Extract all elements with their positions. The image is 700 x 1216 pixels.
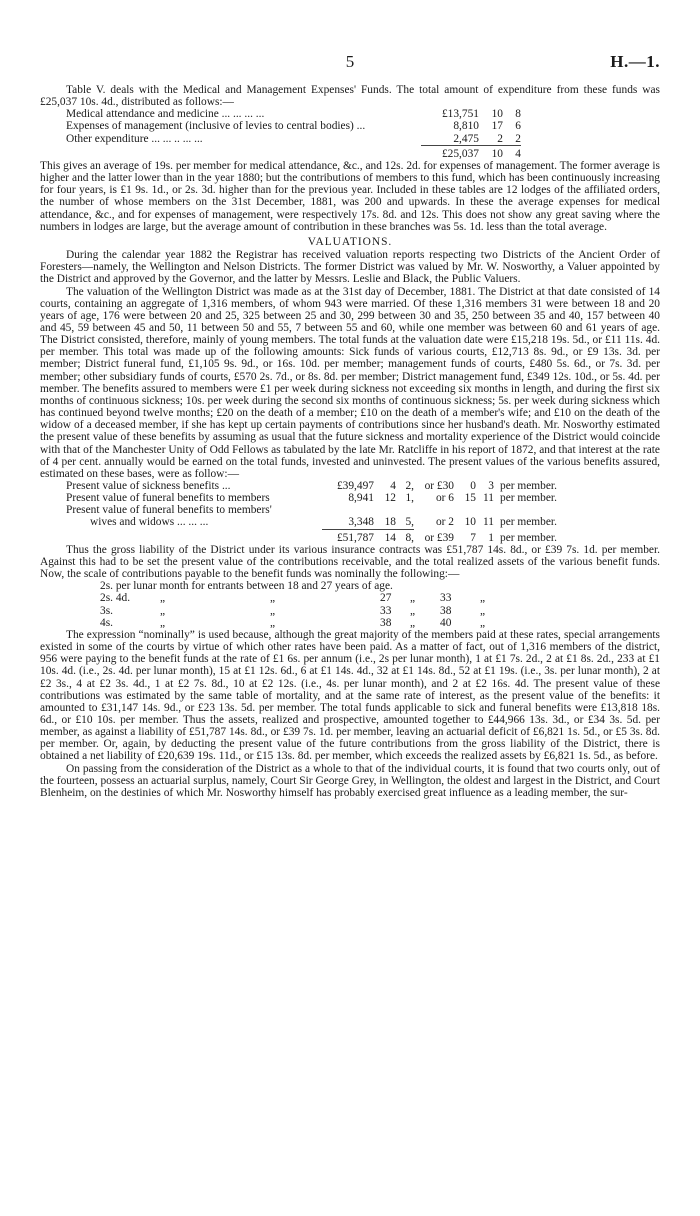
row-shillings: 2	[497, 132, 503, 145]
total-pounds: £25,037	[441, 147, 479, 160]
ditto-mark: „	[270, 604, 276, 617]
table-row	[66, 492, 557, 504]
row-per-shillings: 15	[464, 492, 476, 505]
table-total-row	[66, 148, 521, 160]
total-pence: 8,	[405, 531, 414, 544]
age-from: 38	[380, 616, 392, 629]
row-shillings: 10	[491, 108, 503, 121]
expenditure-table	[66, 108, 521, 160]
scale-first-row: 2s. per lunar month for entrants between 18 and 27 years of age.	[100, 580, 393, 593]
table-row	[66, 120, 521, 132]
age-to: 33	[440, 592, 452, 605]
row-shillings: 17	[491, 120, 503, 133]
row-shillings: 12	[384, 492, 396, 505]
row-label: Medical attendance and medicine ... ... ... ...	[66, 108, 265, 121]
table-total-row	[66, 532, 557, 544]
total-pence: 4	[515, 147, 521, 160]
paragraph-wellington-valuation: The valuation of the Wellington District was made as at the 31st day of December, 1881. The District at that date consisted of 14 courts, containing an aggregate of 1,316 members, of whom 943 were married. Of these 1,316 members 31 were between 18 and 20 years of age, 176 were between 20 and 25, 325 between 25 and 30, 299 between 30 and 35, 250 between 35 and 40, 157 between 40 and 45, 59 between 45 and 50, 11 between 50 and 55, 7 between 55 and 60, while one member was between 60 and 61 years of age. The District consisted, therefore, mainly of young members. The total funds at the valuation date were £15,218 19s. 5d., or £11 11s. 4d. per member. This total was made up of the following amounts: Sick funds of various courts, £12,713 8s. 9d., or £9 13s. 3d. per member; District funeral fund, £1,105 9s. 9d., or 16s. 10d. per member; management funds of courts, £480 5s. 6d., or 7s. 3d. per member; other subsidiary funds of courts, £570 2s. 7d., or 8s. 8d. per member; District management fund, £349 12s. 10d., or 5s. 4d. per member. The benefits assured to members were £1 per week during sickness not exceeding six months in length, and during the first six months of continuous sickness; 10s. per week during the second six months of continuous sickness; 5s. per week during sickness which has continued beyond twelve months; £20 on the death of a member; £10 on the death of a member's wife; and £10 on the death of the widow of a deceased member, if she has kept up certain payments of contributions since her husband's death. Mr. Nosworthy estimated the present value of these benefits by assuming as usual that the future sickness and mortality experience of the District would coincide with that of the Manchester Unity of Odd Fellows as tabulated by the late Mr. Ratcliffe in his report of 1872, and that interest at the rate of 4 per cent. annually would be earned on the total funds, invested and uninvested. The present values of the various benefits assured, estimated on these bases, were as follow:—	[40, 285, 660, 480]
age-to: 40	[440, 616, 452, 629]
row-or-pounds	[414, 492, 454, 504]
or-word: or	[435, 516, 446, 529]
table-row	[66, 480, 557, 492]
table-row	[66, 108, 521, 120]
row-label: Present value of funeral benefits to members'	[66, 504, 272, 517]
age-from: 33	[380, 604, 392, 617]
total-shillings: 10	[491, 147, 503, 160]
scale-rate: 4s.	[100, 616, 113, 629]
total-shillings: 14	[384, 531, 396, 544]
row-shillings: 4	[390, 480, 396, 492]
row-label: wives and widows ... ... ...	[90, 516, 209, 529]
paragraph-average: This gives an average of 19s. per member for medical attendance, &c., and 12s. 2d. for expenses of management. The former average is higher and the latter lower than in the year 1880; but the contributions of members to this fund, which has been continuously increasing for four years, is £1 9s. 1d., or 2s. 3d. higher than for the previous year. Included in these tables are 12 lodges of the affiliated orders, the number of whose members on the 31st December, 1881, was 200 and upwards. In these the average expenses for medical attendance, &c., and for expenses of management, were respectively 17s. 8d. and 12s. This does not show any great saving where the numbers in lodges are large, but the average amount of contribution in these branches was 5s. 1d. less than the total average.	[40, 159, 660, 233]
row-pence: 5,	[405, 516, 414, 529]
row-pounds: £13,751	[441, 108, 479, 121]
row-per-pence: 11	[483, 516, 494, 529]
ditto-mark: „	[160, 616, 166, 629]
row-pounds: 8,810	[453, 120, 479, 133]
row-pence: 2	[515, 132, 521, 145]
document-page	[40, 0, 660, 799]
row-pence: 8	[515, 108, 521, 121]
row-pounds: 3,348	[348, 516, 374, 529]
row-pounds: 2,475	[453, 132, 479, 145]
row-suffix: per member.	[500, 492, 557, 505]
row-suffix: per member.	[500, 480, 557, 492]
table-row	[66, 516, 557, 529]
total-per-shillings: 7	[470, 531, 476, 544]
row-or-pounds	[414, 516, 454, 529]
ditto-mark: „	[410, 616, 416, 629]
table-row	[66, 133, 521, 146]
table-row	[100, 605, 485, 617]
row-per-shillings: 10	[464, 516, 476, 529]
per-pounds: 6	[448, 492, 454, 505]
ditto-mark: „	[160, 604, 166, 617]
row-per-pence: 11	[483, 492, 494, 505]
paragraph-individual-courts: On passing from the consideration of the District as a whole to that of the individual courts, it is found that two courts only, out of the fourteen, possess an actuarial surplus, namely, Court Sir George Grey, in Wellington, the oldest and largest in the District, and Court Blenheim, on the destinies of which Mr. Nosworthy himself has probably exercised great influence as a leading member, the sur-	[40, 762, 660, 799]
paragraph-valuations-intro: During the calendar year 1882 the Registrar has received valuation reports respecting two Districts of the Ancient Order of Foresters—namely, the Wellington and Nelson Districts. The former District was valued by Mr. W. Nosworthy, a Valuer appointed by the District and approved by the Governor, and the latter by Messrs. Leslie and Black, the Public Valuers.	[40, 249, 660, 286]
ditto-mark: „	[480, 592, 486, 605]
age-to: 38	[440, 604, 452, 617]
row-pounds: 8,941	[348, 492, 374, 505]
present-values-table	[66, 480, 557, 544]
paragraph-table-v: Table V. deals with the Medical and Management Expenses' Funds. The total amount of expenditure from these funds was £25,037 10s. 4d., distributed as follows:—	[40, 84, 660, 109]
ditto-mark: „	[410, 604, 416, 617]
row-per-shillings: 0	[470, 480, 476, 492]
row-label: Present value of funeral benefits to members	[66, 492, 270, 505]
scale-rate: 2s. 4d.	[100, 592, 131, 605]
ditto-mark: „	[270, 616, 276, 629]
row-per-pence: 3	[488, 480, 494, 492]
ditto-mark: „	[160, 592, 166, 605]
row-label: Other expenditure ... ... .. ... ...	[66, 132, 203, 145]
row-suffix: per member.	[500, 516, 557, 529]
ditto-mark: „	[270, 592, 276, 605]
or-word: or	[435, 492, 446, 505]
table-row	[66, 504, 557, 516]
total-suffix: per member.	[500, 531, 557, 544]
document-reference: H.—1.	[610, 52, 660, 71]
row-pence: 1,	[405, 492, 414, 505]
total-or-pounds: or £39	[424, 531, 454, 544]
paragraph-gross-liability: Thus the gross liability of the District under its various insurance contracts was £51,787 14s. 8d., or £39 7s. 1d. per member. Against this had to be set the present value of the contributions receivable, and the total realized assets of the various benefit funds. Now, the scale of contributions payable to the benefit funds was nominally the following:—	[40, 543, 660, 581]
table-row	[100, 617, 485, 629]
paragraph-nominally: The expression “nominally” is used because, although the great majority of the members paid at these rates, special arrangements existed in some of the courts by virtue of which other rates have been paid. As a matter of fact, out of 1,316 members of the district, 956 were paying to the benefit funds at the rate of £1 6s. per annum (i.e., 2s per lunar month), 1 at £1 7s. 2d., 2 at £1 8s. 2d., 233 at £1 10s. 4d. (i.e., 2s. 4d. per lunar month), 15 at £1 12s. 6d., 6 at £1 14s. 4d., 32 at £1 14s. 8d., 52 at £1 19s. (i.e., 3s. per lunar month), 2 at £2 3s., 4 at £2 3s. 4d., 1 at £2 7s. 8d., 10 at £2 12s. (i.e., 4s. per lunar month), and 2 at £2 16s. 4d. The present value of these contributions was estimated by the same table of mortality, and at the same rate of interest, as the present value of the benefits: it amounted to £31,147 14s. 9d., or £23 13s. 5d. per member. The total funds applicable to sick and funeral benefits were £13,818 18s. 6d., or £10 10s. per member. Thus the assets, realized and prospective, amounted together to £44,966 13s. 3d., or £34 3s. 5d. per member, as against a liability of £51,787 14s. 8d., or £39 7s. 1d. per member, leaving an actuarial deficit of £6,821 1s. 5d., or £5 3s. 8d. per member. Or, again, by deducting the present value of the future contributions from the gross liability of the District, there is obtained a net liability of £20,639 19s. 11d., or £15 13s. 8d. per member, which exceeds the realized assets by £6,821 1s. 5d., as before.	[40, 628, 660, 763]
ditto-mark: „	[480, 616, 486, 629]
per-pounds: 2	[448, 516, 454, 529]
total-pounds: £51,787	[336, 531, 374, 544]
contribution-scale-table	[100, 580, 485, 629]
ditto-mark: „	[410, 592, 416, 605]
ditto-mark: „	[480, 604, 486, 617]
table-row	[100, 592, 485, 604]
scale-rate: 3s.	[100, 604, 113, 617]
table-row	[100, 580, 485, 592]
row-pence: 6	[515, 120, 521, 133]
total-per-pence: 1	[488, 531, 494, 544]
row-label: Expenses of management (inclusive of levies to central bodies) ...	[66, 120, 366, 133]
row-or-pounds: or £30	[424, 480, 454, 492]
row-pence: 2,	[405, 480, 414, 492]
page-header	[40, 52, 660, 76]
row-pounds: £39,497	[336, 480, 374, 492]
age-from: 27	[380, 592, 392, 605]
page-number: 5	[345, 52, 355, 71]
section-heading-valuations: VALUATIONS.	[307, 235, 393, 248]
row-shillings: 18	[384, 516, 396, 529]
row-label: Present value of sickness benefits ...	[66, 480, 231, 492]
